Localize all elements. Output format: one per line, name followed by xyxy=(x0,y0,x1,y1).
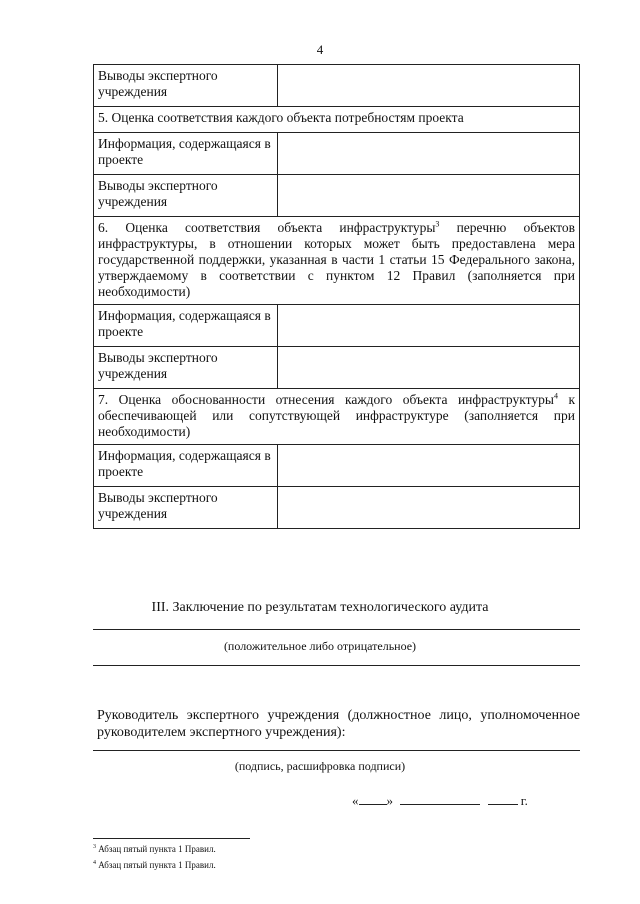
year-blank[interactable] xyxy=(488,792,518,805)
footnote-3 xyxy=(93,844,216,854)
day-blank[interactable] xyxy=(359,792,387,805)
row-value-cell[interactable] xyxy=(278,133,580,175)
footnote-ref: 4 xyxy=(553,391,558,401)
year-suffix: г. xyxy=(520,793,528,808)
signature-head-text: Руководитель экспертного учреждения (должностное лицо, уполномоченное руководителем экспертного учреждения): xyxy=(97,708,580,740)
row-label: Выводы экспертного учреждения xyxy=(94,65,278,107)
signature-caption: (подпись, расшифровка подписи) xyxy=(234,759,406,773)
footnote-mark: 4 xyxy=(93,860,96,866)
row-label: Информация, содержащаяся в проекте xyxy=(94,305,278,347)
table-row xyxy=(94,445,580,487)
row-value-cell[interactable] xyxy=(278,305,580,347)
row-label: Выводы экспертного учреждения xyxy=(94,487,278,529)
table-row xyxy=(94,133,580,175)
section-row xyxy=(94,107,580,133)
section-6-heading xyxy=(94,217,580,305)
audit-form-table xyxy=(93,64,580,529)
table-row xyxy=(94,65,580,107)
footnote-divider xyxy=(93,838,250,839)
table-row xyxy=(94,305,580,347)
table-row xyxy=(94,487,580,529)
row-value-cell[interactable] xyxy=(278,487,580,529)
table-row xyxy=(94,347,580,389)
row-value-cell[interactable] xyxy=(278,175,580,217)
conclusion-caption: (положительное либо отрицательное) xyxy=(223,639,417,653)
row-value-cell[interactable] xyxy=(278,347,580,389)
row-label: Информация, содержащаяся в проекте xyxy=(94,445,278,487)
signature-line[interactable] xyxy=(93,750,580,751)
page-number: 4 xyxy=(316,42,324,57)
footnote-text: Абзац пятый пункта 1 Правил. xyxy=(96,844,216,854)
section-7-text: 7. Оценка обоснованности отнесения каждого объекта инфраструктуры xyxy=(98,392,554,407)
section-6-text-rest: перечню объектов инфраструктуры, в отношении которых может быть предоставлена мера государственной поддержки, указанная в части 1 статьи 15 Федерального закона, утверждаемому в соответствии с пунктом 12 Правил (заполняется при необходимости) xyxy=(98,220,575,299)
footnote-text: Абзац пятый пункта 1 Правил. xyxy=(96,860,216,870)
row-label: Информация, содержащаяся в проекте xyxy=(94,133,278,175)
section-6-text: 6. Оценка соответствия объекта инфраструктуры xyxy=(98,220,436,235)
date-open-quote: « xyxy=(352,793,359,808)
section-7-text-rest: к обеспечивающей или сопутствующей инфраструктуре (заполняется при необходимости) xyxy=(98,392,575,439)
conclusion-title: III. Заключение по результатам технологического аудита xyxy=(151,600,489,615)
section-row xyxy=(94,389,580,445)
section-5-heading: 5. Оценка соответствия каждого объекта потребностям проекта xyxy=(94,107,580,133)
row-label: Выводы экспертного учреждения xyxy=(94,347,278,389)
row-value-cell[interactable] xyxy=(278,445,580,487)
table-row xyxy=(94,175,580,217)
month-blank[interactable] xyxy=(400,792,480,805)
row-value-cell[interactable] xyxy=(278,65,580,107)
row-label: Выводы экспертного учреждения xyxy=(94,175,278,217)
date-line xyxy=(352,792,528,809)
date-close-quote: » xyxy=(386,793,393,808)
footnote-4 xyxy=(93,860,216,870)
section-7-heading xyxy=(94,389,580,445)
section-row xyxy=(94,217,580,305)
footnote-mark: 3 xyxy=(93,844,96,850)
conclusion-input-line[interactable] xyxy=(93,629,580,630)
footnote-ref: 3 xyxy=(435,219,440,229)
conclusion-second-line[interactable] xyxy=(93,665,580,666)
